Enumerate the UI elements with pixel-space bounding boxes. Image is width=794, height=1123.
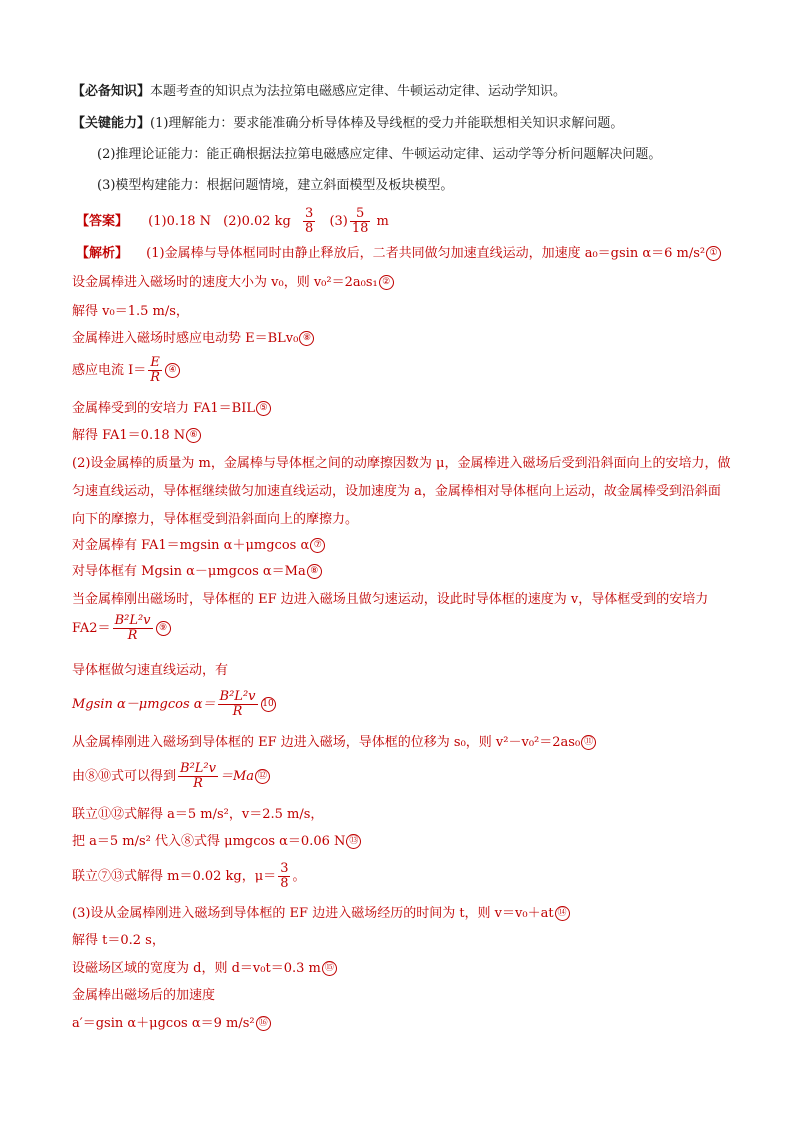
- circle-mark: ⑧: [299, 331, 314, 346]
- fraction-numerator: B²L²v: [219, 689, 256, 704]
- solution-text-15: 由⑧⑩式可以得到: [72, 769, 177, 784]
- solution-text-13: Mgsin α－μmgcos α＝: [72, 697, 216, 712]
- knowledge-tag: 【必备知识】: [72, 84, 151, 99]
- solution-line-17: [72, 833, 361, 851]
- answer-part-2: (2)0.02 kg: [223, 214, 291, 229]
- solution-line-23: [72, 1015, 271, 1033]
- ability-item-1: (1)理解能力：要求能准确分析导体棒及导线框的受力并能联想相关知识求解问题。: [150, 116, 624, 131]
- solution-line-6: [72, 400, 271, 418]
- circle-mark: ⑭: [555, 906, 570, 921]
- solution-text-2: 设金属棒进入磁场时的速度大小为 v₀，则 v₀²＝2a₀s₁: [72, 275, 378, 290]
- solution-line-1: [76, 245, 721, 263]
- fraction-denominator: R: [193, 776, 203, 791]
- solution-line-18: [72, 862, 305, 891]
- fraction-denominator: R: [150, 370, 161, 385]
- fraction: [218, 690, 258, 719]
- circle-mark: ①: [706, 246, 721, 261]
- fraction-denominator: R: [127, 628, 138, 643]
- solution-paragraph-2: (2)设金属棒的质量为 m，金属棒与导体框之间的动摩擦因数为 μ，金属棒进入磁场后受到沿斜面向上的安培力，做匀速直线运动，导体框继续做匀加速直线运动，设加速度为 a，金属棒相对导体框向上运动，故金属棒受到沿斜面向下的摩擦力，导体框受到沿斜面向上的摩擦力。: [72, 456, 731, 527]
- fraction-numerator: 3: [280, 861, 289, 876]
- solution-paragraph-3: [72, 586, 732, 643]
- fraction: [278, 862, 290, 891]
- circle-mark: ④: [165, 363, 180, 378]
- answer-fraction-1: [303, 207, 315, 236]
- solution-text-5: 感应电流 I＝: [72, 363, 147, 378]
- circle-mark: ⑬: [346, 834, 361, 849]
- fraction-denominator: R: [232, 704, 243, 719]
- ability-item-3: (3)模型构建能力：根据问题情境，建立斜面模型及板块模型。: [97, 178, 454, 193]
- answer-part-1: (1)0.18 N: [148, 214, 212, 229]
- solution-text-6: 金属棒受到的安培力 FA1＝BIL: [72, 401, 256, 416]
- solution-text-18b: 。: [292, 869, 306, 884]
- solution-line-5: [72, 356, 180, 385]
- answer-tag: 【答案】: [76, 214, 129, 229]
- solution-text-1: (1)金属棒与导体框同时由静止释放后，二者共同做匀加速直线运动，加速度 a₀＝gsin α＝6 m/s²: [146, 246, 706, 261]
- ability-item-2: (2)推理论证能力：能正确根据法拉第电磁感应定律、牛顿运动定律、运动学等分析问题解决问题。: [97, 147, 662, 162]
- solution-text-19: (3)设从金属棒刚进入磁场到导体框的 EF 边进入磁场经历的时间为 t，则 v＝v₀＋at: [72, 906, 554, 921]
- fraction-numerator: B²L²v: [114, 613, 151, 628]
- solution-line-15: [72, 762, 270, 791]
- circle-mark: ⑦: [310, 538, 325, 553]
- solution-text-4: 金属棒进入磁场时感应电动势 E＝BLv₀: [72, 331, 299, 346]
- solution-tag: 【解析】: [76, 246, 129, 261]
- solution-line-16: 联立⑪⑫式解得 a＝5 m/s²，v＝2.5 m/s，: [72, 807, 324, 822]
- circle-mark: ⑪: [581, 735, 596, 750]
- circle-mark: 10: [261, 697, 276, 712]
- fraction-denominator: 18: [351, 221, 369, 236]
- solution-line-13: [72, 690, 276, 719]
- answer-fraction-2: [350, 207, 371, 236]
- circle-mark: ⑯: [256, 1016, 271, 1031]
- solution-line-21: [72, 960, 337, 978]
- solution-line-14: [72, 734, 596, 752]
- solution-line-19: [72, 905, 570, 923]
- fraction: [113, 614, 153, 643]
- circle-mark: ⑨: [156, 621, 171, 636]
- solution-line-22: 金属棒出磁场后的加速度: [72, 988, 216, 1003]
- circle-mark: ⑧: [307, 564, 322, 579]
- solution-text-23: a′＝gsin α＋μgcos α＝9 m/s²: [72, 1016, 255, 1031]
- solution-text-9: 对金属棒有 FA1＝mgsin α＋μmgcos α: [72, 538, 310, 553]
- solution-line-3: 解得 v₀＝1.5 m/s，: [72, 304, 189, 319]
- answer-part-3: (3): [329, 214, 348, 229]
- solution-line-12: 导体框做匀速直线运动，有: [72, 663, 229, 678]
- solution-line-9: [72, 537, 325, 555]
- knowledge-line: [72, 83, 566, 101]
- circle-mark: ⑮: [322, 961, 337, 976]
- answer-line: [76, 207, 389, 236]
- ability-tag: 【关键能力】: [72, 116, 151, 131]
- fraction-numerator: 5: [350, 207, 371, 222]
- solution-line-10: [72, 563, 322, 581]
- solution-text-10: 对导体框有 Mgsin α－μmgcos α＝Ma: [72, 564, 306, 579]
- solution-text-21: 设磁场区域的宽度为 d，则 d＝v₀t＝0.3 m: [72, 961, 321, 976]
- solution-text-17: 把 a＝5 m/s² 代入⑧式得 μmgcos α＝0.06 N: [72, 834, 346, 849]
- solution-text-15b: ＝Ma: [219, 769, 255, 784]
- circle-mark: ⑥: [186, 428, 201, 443]
- solution-text-14: 从金属棒刚进入磁场到导体框的 EF 边进入磁场，导体框的位移为 s₀，则 v²－v₀²＝2as₀: [72, 735, 581, 750]
- solution-line-7: [72, 427, 201, 445]
- solution-line-2: [72, 274, 394, 292]
- fraction-numerator: B²L²v: [180, 761, 216, 776]
- fraction-numerator: E: [148, 356, 162, 371]
- ability-line-1: [72, 115, 623, 133]
- circle-mark: ⑫: [255, 769, 270, 784]
- circle-mark: ⑤: [256, 401, 271, 416]
- solution-line-4: [72, 330, 314, 348]
- solution-text-p3: 当金属棒刚出磁场时，导体框的 EF 边进入磁场且做匀速运动，设此时导体框的速度为 v，导体框受到的安培力 FA2＝: [72, 592, 709, 636]
- circle-mark: ②: [379, 275, 394, 290]
- knowledge-text: 本题考查的知识点为法拉第电磁感应定律、牛顿运动定律、运动学知识。: [150, 84, 567, 99]
- solution-text-18: 联立⑦⑬式解得 m＝0.02 kg，μ＝: [72, 869, 277, 884]
- answer-unit: m: [376, 214, 389, 229]
- fraction: [178, 762, 218, 791]
- fraction-denominator: 8: [280, 876, 289, 891]
- solution-text-7: 解得 FA1＝0.18 N: [72, 428, 186, 443]
- fraction-denominator: 8: [305, 221, 314, 236]
- solution-line-20: 解得 t＝0.2 s，: [72, 933, 165, 948]
- fraction: [148, 356, 162, 385]
- fraction-numerator: 3: [305, 206, 314, 221]
